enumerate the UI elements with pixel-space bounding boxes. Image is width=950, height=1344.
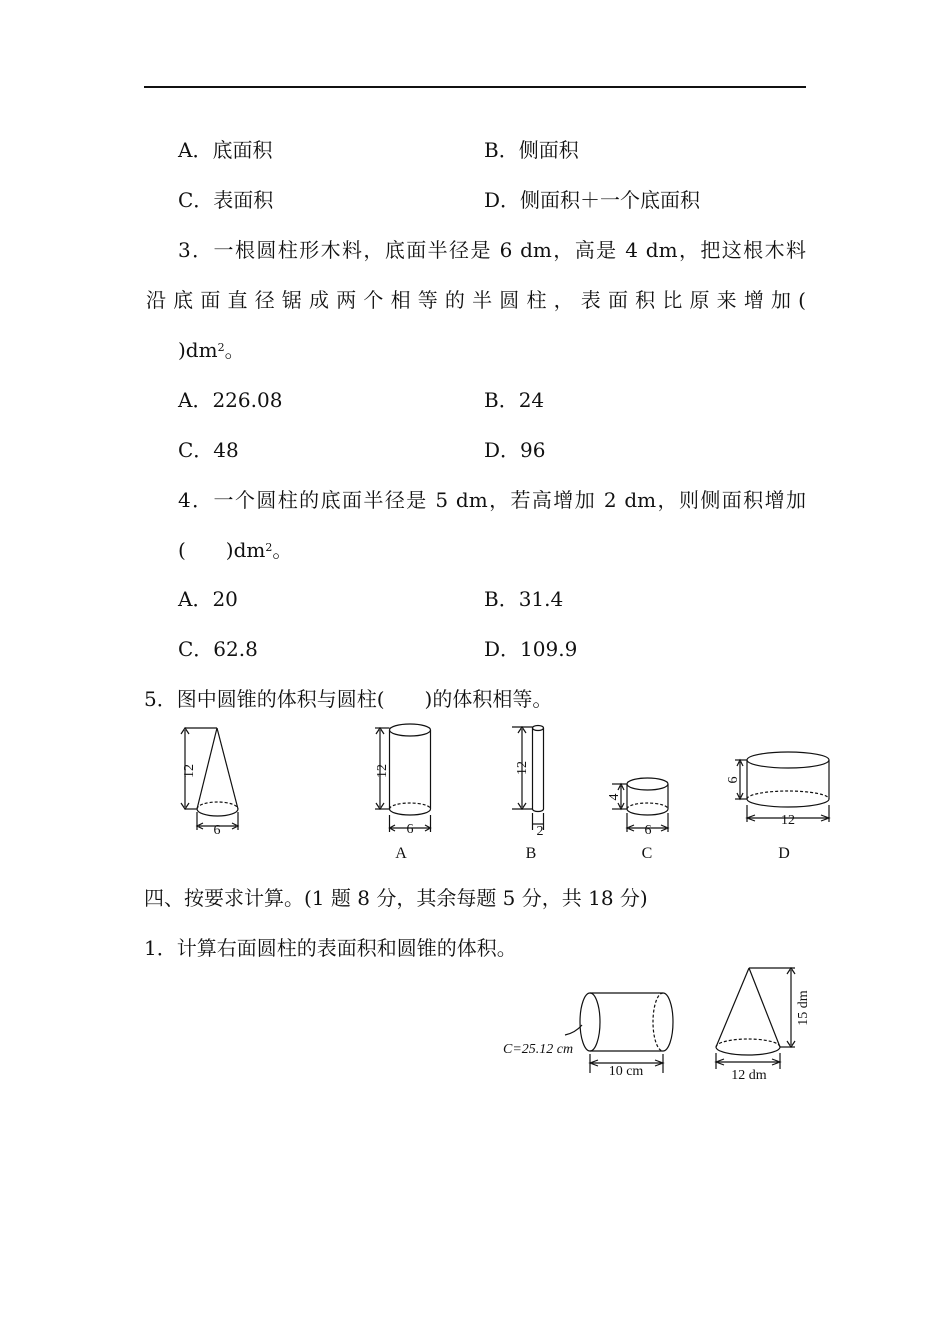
q3-line1: 3．一根圆柱形木料，底面半径是 6 dm，高是 4 dm，把这根木料 — [178, 238, 806, 262]
cone-height-label: 12 — [182, 764, 197, 778]
horizontal-cylinder-shape — [565, 993, 673, 1073]
q2-option-c: C．表面积 — [178, 188, 274, 212]
q4-option-c: C．62.8 — [178, 637, 258, 661]
header-rule — [144, 86, 806, 88]
q2-option-a: A．底面积 — [178, 138, 273, 162]
cone-diameter-12-label: 12 dm — [731, 1068, 767, 1083]
q3-option-a: A．226.08 — [178, 388, 283, 412]
q4-line1: 4．一个圆柱的底面半径是 5 dm，若高增加 2 dm，则侧面积增加 — [178, 488, 806, 512]
section4-title: 四、按要求计算。(1 题 8 分，其余每题 5 分，共 18 分) — [144, 886, 648, 910]
s4q1-figure — [495, 963, 825, 1088]
q4-option-d: D．109.9 — [484, 637, 578, 661]
cyl-c-diameter-label: 6 — [644, 823, 652, 838]
s4q1-text: 1．计算右面圆柱的表面积和圆锥的体积。 — [144, 936, 517, 960]
cylinder-c-shape — [612, 778, 668, 832]
cyl-c-label: C — [641, 845, 653, 862]
cylinder-d-shape — [735, 752, 829, 822]
cone-height-15-label: 15 dm — [796, 990, 811, 1026]
cone-shape — [181, 728, 238, 830]
cyl-a-height-label: 12 — [375, 764, 390, 778]
cyl-a-diameter-label: 6 — [406, 822, 414, 837]
circumference-label: C=25.12 cm — [503, 1042, 574, 1057]
cyl-d-height-label: 6 — [726, 776, 741, 784]
cyl-b-height-label: 12 — [515, 761, 530, 775]
cyl-d-diameter-label: 12 — [781, 813, 795, 828]
q3-option-d: D．96 — [484, 438, 546, 462]
q3-line3: )$dm^2$。 — [178, 338, 245, 362]
q4-option-a: A．20 — [178, 587, 238, 611]
q5-figure — [160, 718, 850, 868]
cone-diameter-label: 6 — [213, 823, 221, 838]
cyl-b-label: B — [525, 845, 537, 862]
q2-option-d: D．侧面积＋一个底面积 — [484, 188, 701, 212]
q3-option-c: C．48 — [178, 438, 239, 462]
cyl-a-label: A — [395, 845, 407, 862]
q5-text: 5．图中圆锥的体积与圆柱( )的体积相等。 — [144, 687, 553, 711]
q3-option-b: B．24 — [484, 388, 545, 412]
cylinder-b-shape — [512, 726, 544, 831]
cyl-b-diameter-label: 2 — [536, 824, 544, 839]
right-cone-shape — [716, 968, 795, 1069]
cyl-c-height-label: 4 — [607, 793, 622, 801]
cylinder-length-label: 10 cm — [608, 1064, 644, 1079]
q3-line2: 沿底面直径锯成两个相等的半圆柱，表面积比原来增加( — [146, 288, 806, 312]
cyl-d-label: D — [778, 845, 790, 862]
q4-line2: ( )$dm^2$。 — [178, 538, 293, 562]
q2-option-b: B．侧面积 — [484, 138, 579, 162]
q4-option-b: B．31.4 — [484, 587, 564, 611]
